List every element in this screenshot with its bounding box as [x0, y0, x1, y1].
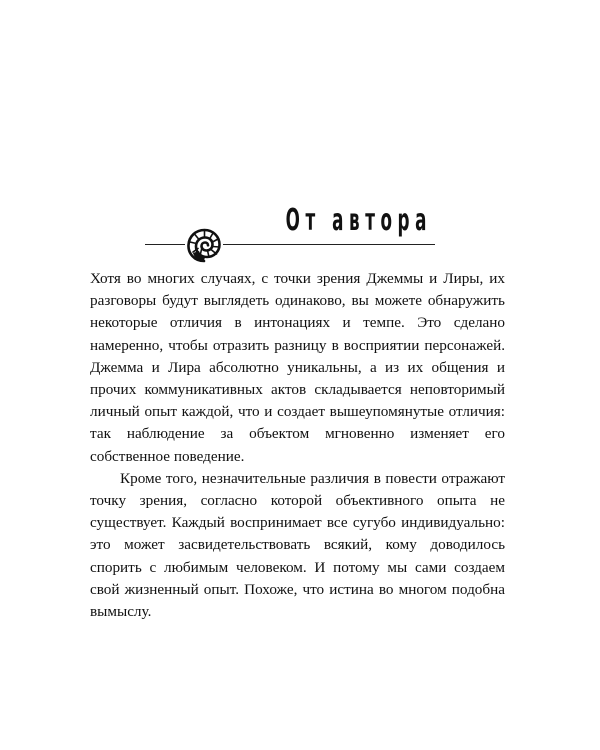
chapter-title: От автора — [285, 203, 432, 238]
nautilus-shell-icon — [185, 226, 223, 264]
paragraph: Хотя во многих случаях, с точки зрения Джеммы и Лиры, их разговоры будут выглядеть одинаково, вы можете обнаружить некоторые отличия в интонациях и темпе. Это сделано намеренно, чтобы отразить разницу в восприятии персонажей. Джемма и Лира абсолютно уникальны, а из их общения и прочих коммуникативных актов складывается неповторимый личный опыт каждой, что и создает вышеупомянутые отличия: так наблюдение за объектом мгновенно изменяет его собственное поведение. — [90, 270, 505, 465]
paragraph: Кроме того, незначительные различия в повести отражают точку зрения, согласно которой объективного опыта не существует. Каждый воспринимает все сугубо индивидуально: это может засвидетельствовать всякий, кому доводилось спорить с любимым человеком. И потому мы сами создаем свой жизненный опыт. Похоже, что истина во многом подобна вымыслу. — [90, 469, 505, 621]
chapter-body — [90, 268, 505, 623]
chapter-heading — [145, 196, 440, 276]
